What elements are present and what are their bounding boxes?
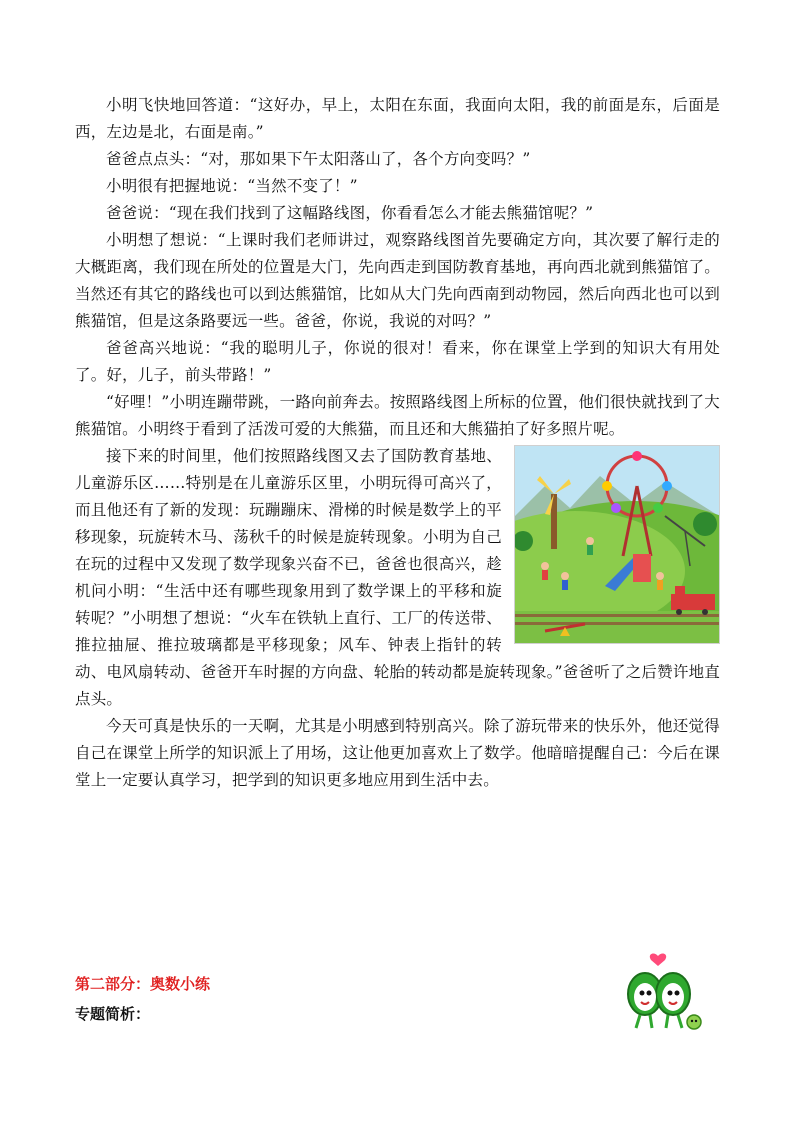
paragraph: 小明很有把握地说：“当然不变了！” xyxy=(106,177,358,195)
story-body xyxy=(75,92,720,794)
paragraph: 接下来的时间里，他们按照路线图又去了国防教育基地、儿童游乐区……特别是在儿童游乐区里，小明玩得可高兴了，而且他还有了新的发现：玩蹦蹦床、滑梯的时候是数学上的平移现象，玩旋转木马、荡秋千的时候是旋转现象。小明为自己在玩的过程中又发现了数学现象兴奋不已，爸爸也很高兴，趁机问小明：“生活中还有哪些现象用到了数学课上的平移和旋转呢？”小明想了想说：“火车在铁轨上直行、工厂的传送带、推拉抽屉、推拉玻璃都是平移现象；风车、钟表上指针的转动、电风扇转动、爸爸开车时握的方向盘、轮胎的转动都是旋转现象。”爸爸听了之后赞许地直点头。 xyxy=(75,447,720,708)
section-title: 第二部分：奥数小练 xyxy=(75,975,211,993)
watermelon-mascot-icon xyxy=(624,952,704,1034)
paragraph: 爸爸点点头：“对，那如果下午太阳落山了，各个方向变吗？” xyxy=(106,150,531,168)
paragraph: 小明想了想说：“上课时我们老师讲过，观察路线图首先要确定方向，其次要了解行走的大概距离，我们现在所处的位置是大门，先向西走到国防教育基地，再向西北就到熊猫馆了。当然还有其它的路线也可以到达熊猫馆，比如从大门先向西南到动物园，然后向西北也可以到熊猫馆，但是这条路要远一些。爸爸，你说，我说的对吗？” xyxy=(75,231,720,330)
illustrated-paragraph xyxy=(75,443,720,713)
paragraph: 爸爸说：“现在我们找到了这幅路线图，你看看怎么才能去熊猫馆呢？” xyxy=(106,204,594,222)
paragraph: 今天可真是快乐的一天啊，尤其是小明感到特别高兴。除了游玩带来的快乐外，他还觉得自己在课堂上所学的知识派上了用场，这让他更加喜欢上了数学。他暗暗提醒自己：今后在课堂上一定要认真学习，把学到的知识更多地应用到生活中去。 xyxy=(75,717,720,789)
topic-analysis-heading: 专题简析： xyxy=(75,1005,151,1023)
paragraph: 爸爸高兴地说：“我的聪明儿子，你说的很对！看来，你在课堂上学到的知识大有用处了。好，儿子，前头带路！” xyxy=(75,339,720,384)
playground-illustration xyxy=(514,445,720,644)
paragraph: “好哩！”小明连蹦带跳，一路向前奔去。按照路线图上所标的位置，他们很快就找到了大熊猫馆。小明终于看到了活泼可爱的大熊猫，而且还和大熊猫拍了好多照片呢。 xyxy=(75,393,720,438)
paragraph: 小明飞快地回答道：“这好办，早上，太阳在东面，我面向太阳，我的前面是东，后面是西，左边是北，右面是南。” xyxy=(75,96,720,141)
